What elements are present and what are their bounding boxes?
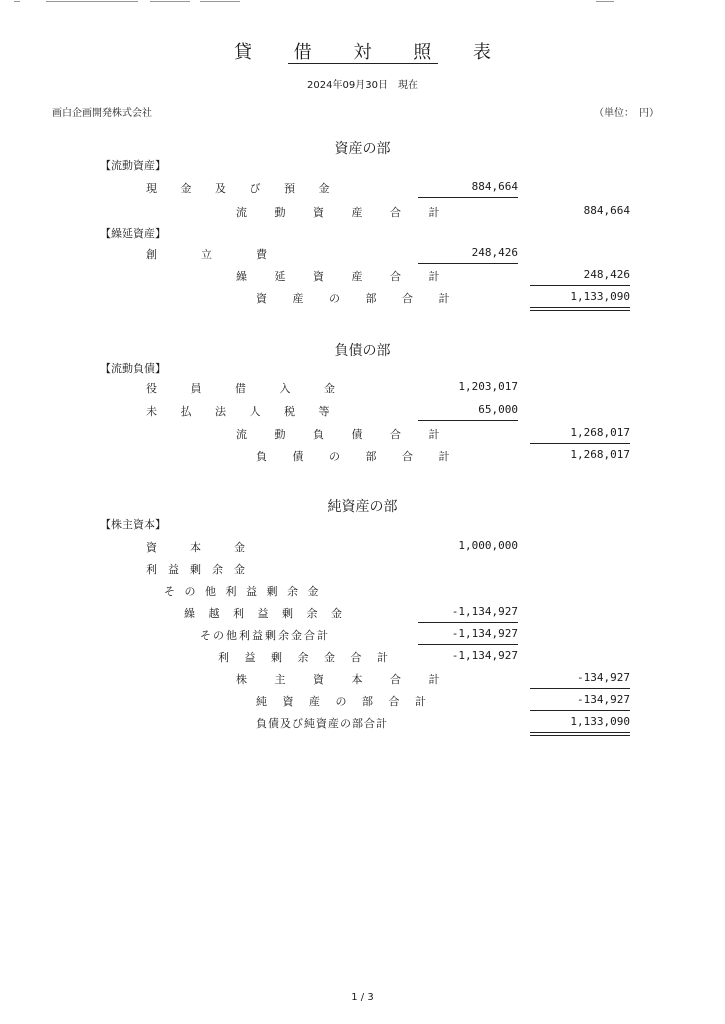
double-rule [530,732,630,733]
row-retained-earnings-label: 利 益 剰 余 金 [146,563,245,576]
row-current-assets-total-amount: 884,664 [583,204,630,217]
rule [418,622,518,623]
rule [530,688,630,689]
row-equity-total-amount: -134,927 [577,671,630,684]
rule [418,263,518,264]
rule [418,644,518,645]
row-assets-total-amount: 1,133,090 [570,290,630,303]
rule [530,710,630,711]
row-net-assets-total-label: 純 資 産 の 部 合 計 [256,695,432,708]
row-deferred-assets-total-amount: 248,426 [583,268,630,281]
rule [418,420,518,421]
double-rule [530,310,630,311]
category-current-assets: 【流動資産】 [100,159,166,172]
row-organization-cost-label: 創 立 費 [146,248,267,261]
row-organization-cost-amount: 248,426 [471,246,518,259]
row-liabilities-total-amount: 1,268,017 [570,448,630,461]
report-date: 2024年09月30日 現在 [307,80,418,91]
row-net-assets-total-amount: -134,927 [577,693,630,706]
title-underline [288,63,438,64]
category-current-liabilities: 【流動負債】 [100,362,166,375]
row-liab-net-total-label: 負債及び純資産の部合計 [256,717,388,730]
scan-mark [200,1,240,2]
scan-mark [150,1,190,2]
scan-mark [596,1,614,2]
scan-mark [14,1,20,2]
row-capital-amount: 1,000,000 [458,539,518,552]
row-officer-loan-amount: 1,203,017 [458,380,518,393]
row-deferred-assets-total-label: 繰 延 資 産 合 計 [236,270,452,283]
row-other-retained-total-label: その他利益剰余金合計 [200,629,330,642]
row-income-tax-amount: 65,000 [478,403,518,416]
double-rule [530,307,630,308]
rule [530,443,630,444]
row-cash-amount: 884,664 [471,180,518,193]
row-income-tax-label: 未 払 法 人 税 等 [146,405,340,418]
row-other-retained-label: そ の 他 利 益 剰 余 金 [164,585,322,598]
row-current-liabilities-total-label: 流 動 負 債 合 計 [236,428,452,441]
row-carried-forward-amount: -1,134,927 [451,605,518,618]
scan-mark [46,1,138,2]
row-carried-forward-label: 繰 越 利 益 剰 余 金 [184,607,347,620]
row-liabilities-total-label: 負 債 の 部 合 計 [256,450,461,463]
document-title: 貸 借 対 照 表 [234,42,509,63]
company-name: 画白企画開発株式会社 [52,108,152,119]
rule [418,197,518,198]
row-retained-total-amount: -1,134,927 [451,649,518,662]
category-shareholders-equity: 【株主資本】 [100,518,166,531]
row-retained-total-label: 利 益 剰 余 金 合 計 [218,651,394,664]
row-assets-total-label: 資 産 の 部 合 計 [256,292,461,305]
category-deferred-assets: 【繰延資産】 [100,227,166,240]
row-current-liabilities-total-amount: 1,268,017 [570,426,630,439]
rule [530,285,630,286]
row-liab-net-total-amount: 1,133,090 [570,715,630,728]
row-other-retained-total-amount: -1,134,927 [451,627,518,640]
section-net-assets: 純資産の部 [327,499,398,515]
row-cash-label: 現 金 及 び 預 金 [146,182,340,195]
section-liabilities: 負債の部 [334,343,391,359]
row-current-assets-total-label: 流 動 資 産 合 計 [236,206,452,219]
row-equity-total-label: 株 主 資 本 合 計 [236,673,452,686]
double-rule [530,735,630,736]
unit-label: （単位： 円） [594,108,659,119]
section-assets: 資産の部 [334,141,391,157]
row-officer-loan-label: 役 員 借 入 金 [146,382,350,395]
page-number: 1 / 3 [351,992,374,1003]
row-capital-label: 資 本 金 [146,541,245,554]
